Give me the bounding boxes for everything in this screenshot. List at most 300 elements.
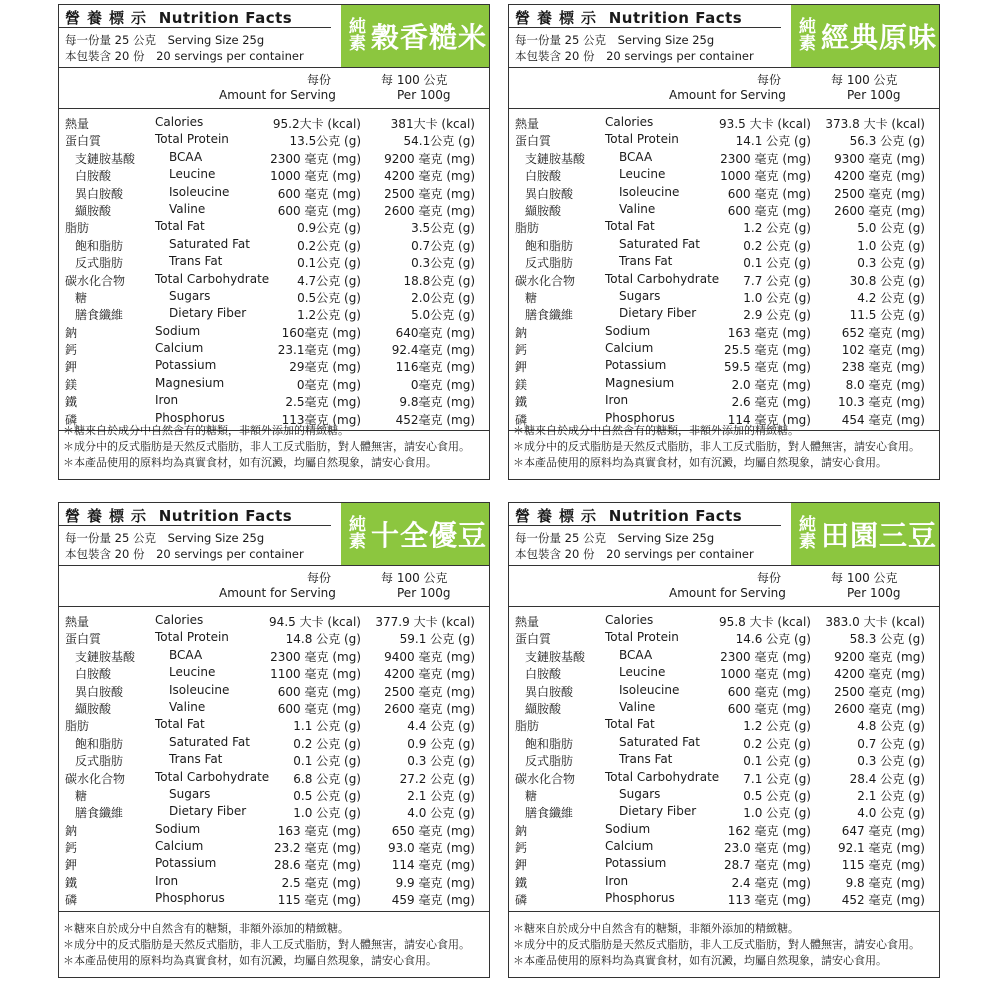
nutrition-panel-three-beans [508,502,940,978]
nutrient-row [509,289,939,306]
value-per-100g: 4200 毫克 (mg) [384,169,475,184]
nutrient-row [509,150,939,167]
nutrient-row [509,683,939,700]
nutrient-name-en: Calories [155,613,204,627]
serving-size-en: Serving Size 25g [167,33,265,47]
value-per-100g: 452 毫克 (mg) [841,893,925,908]
value-per-serving: 600 毫克 (mg) [277,701,361,716]
nutrient-name-en: Dietary Fiber [169,306,247,321]
value-per-100g: 373.8 大卡 (kcal) [825,117,925,131]
nutrient-row [59,787,489,804]
footnote: ＊糖來自於成分中自然含有的糖類，非額外添加的精緻糖。 [513,922,799,935]
nutrient-row [509,237,939,254]
value-per-100g: 2600 毫克 (mg) [384,701,475,716]
value-per-100g: 0毫克 (mg) [410,377,475,392]
value-per-serving: 25.5 毫克 (mg) [723,343,811,358]
value-per-serving: 600 毫克 (mg) [277,684,361,699]
panel-header [59,5,489,68]
per-100g-zh: 每 100 公克 [381,73,448,87]
value-per-serving: 2.9 公克 (g) [743,308,811,323]
value-per-serving: 0.5公克 (g) [297,290,361,305]
value-per-100g: 30.8 公克 (g) [849,273,925,288]
product-badge [341,5,489,67]
value-per-serving: 0.1 公克 (g) [743,256,811,271]
value-per-100g: 2.0公克 (g) [411,290,475,305]
title-zh: 營養標示 [515,9,604,27]
nutrient-name-zh: 磷 [65,893,78,908]
nutrient-name-zh: 白胺酸 [75,667,112,682]
nutrient-row [59,613,489,630]
nutrient-name-en: Sugars [619,786,661,801]
value-per-100g: 9200 毫克 (mg) [834,649,925,664]
nutrient-name-en: Total Carbohydrate [155,769,270,784]
nutrient-name-zh: 鈣 [515,841,528,856]
nutrient-row [59,683,489,700]
nutrient-name-en: Total Fat [605,219,655,234]
nutrient-row [509,324,939,341]
value-per-100g: 116毫克 (mg) [395,360,475,375]
value-per-100g: 2600 毫克 (mg) [834,203,925,218]
serving-size-zh: 每一份量 25 公克 [515,33,606,47]
value-per-serving: 1.2公克 (g) [297,308,361,323]
value-per-serving: 1000 毫克 (mg) [720,169,811,184]
footnote: ＊成分中的反式脂肪是天然反式脂肪，非人工反式脂肪，對人體無害，請安心食用。 [513,938,920,951]
value-per-serving: 163 毫克 (mg) [727,325,811,340]
nutrient-row [509,700,939,717]
nutrition-panel-brown-rice [58,4,490,480]
nutrient-name-en: Valine [169,699,206,714]
value-per-serving: 0.2 公克 (g) [743,238,811,253]
nutrient-name-zh: 蛋白質 [515,134,552,149]
nutrient-name-en: Isoleucine [169,184,230,199]
value-per-serving: 600 毫克 (mg) [727,186,811,201]
value-per-serving: 0.9公克 (g) [297,221,361,236]
footnote: ＊糖來自於成分中自然含有的糖類，非額外添加的精緻糖。 [513,424,799,437]
value-per-100g: 58.3 公克 (g) [849,632,925,647]
nutrient-name-en: Sodium [155,323,201,338]
title-en: Nutrition Facts [608,9,743,27]
value-per-serving: 29毫克 (mg) [289,360,361,375]
value-per-serving: 163 毫克 (mg) [277,823,361,838]
nutrient-name-zh: 脂肪 [515,221,540,236]
nutrient-name-en: Valine [169,201,206,216]
nutrient-rows [509,109,939,428]
nutrient-row [59,839,489,856]
nutrient-name-en: Valine [619,201,656,216]
nutrient-name-en: Phosphorus [605,891,675,906]
nutrient-row [59,752,489,769]
serving-size-zh: 每一份量 25 公克 [65,33,156,47]
nutrient-name-zh: 飽和脂肪 [525,736,574,751]
nutrient-row [59,132,489,149]
value-per-serving: 160毫克 (mg) [281,325,361,340]
value-per-serving: 600 毫克 (mg) [277,186,361,201]
value-per-100g: 381大卡 (kcal) [390,117,475,131]
nutrient-name-en: Valine [619,699,656,714]
serving-size-en: Serving Size 25g [617,33,715,47]
value-per-100g: 27.2 公克 (g) [399,771,475,786]
product-name: 十全優豆 [371,519,488,552]
value-per-100g: 4200 毫克 (mg) [834,169,925,184]
nutrient-name-zh: 支鏈胺基酸 [75,151,136,166]
nutrient-row [59,167,489,184]
nutrient-name-en: Iron [155,393,179,408]
nutrient-name-en: Sugars [619,288,661,303]
value-per-serving: 2.4 毫克 (mg) [731,875,811,890]
nutrient-name-en: Leucine [169,167,216,182]
value-per-100g: 383.0 大卡 (kcal) [825,615,925,629]
nutrient-name-en: Calcium [605,839,654,854]
nutrient-row [59,822,489,839]
serving-size [515,32,714,48]
footnote: ＊成分中的反式脂肪是天然反式脂肪，非人工反式脂肪，對人體無害，請安心食用。 [63,440,470,453]
value-per-serving: 23.1毫克 (mg) [277,343,361,358]
value-per-100g: 1.0 公克 (g) [857,238,925,253]
nutrient-name-zh: 纈胺酸 [75,203,112,218]
value-per-serving: 114 毫克 (mg) [727,412,811,427]
value-per-100g: 92.1 毫克 (mg) [837,841,925,856]
value-per-100g: 93.0 毫克 (mg) [387,841,475,856]
nutrient-name-zh: 膳食纖維 [525,806,574,821]
nutrient-row [509,115,939,132]
nutrient-name-zh: 碳水化合物 [515,771,576,786]
pure-vegan-label: 純素 [349,17,366,54]
nutrient-name-en: Sodium [605,821,651,836]
value-per-100g: 4.8 公克 (g) [857,719,925,734]
nutrient-name-zh: 鉀 [515,360,528,375]
per-100g-en: Per 100g [397,88,451,102]
nutrient-name-zh: 蛋白質 [65,632,102,647]
servings-en: 20 servings per container [156,547,304,561]
divider [59,27,331,28]
value-per-100g: 2500 毫克 (mg) [834,684,925,699]
product-badge [791,503,939,565]
value-per-serving: 2.0 毫克 (mg) [731,377,811,392]
nutrient-name-zh: 支鏈胺基酸 [75,649,136,664]
value-per-100g: 114 毫克 (mg) [391,858,475,873]
nutrient-row [509,613,939,630]
nutrient-name-en: Isoleucine [169,682,230,697]
value-per-100g: 2600 毫克 (mg) [384,203,475,218]
nutrient-row [509,358,939,375]
nutrient-row [59,341,489,358]
nutrient-row [509,254,939,271]
product-name: 穀香糙米 [371,21,488,54]
nutrient-rows [59,607,489,909]
value-per-serving: 1.0 公克 (g) [293,806,361,821]
value-per-100g: 2.1 公克 (g) [857,788,925,803]
value-per-serving: 2300 毫克 (mg) [720,649,811,664]
value-per-100g: 0.3公克 (g) [411,256,475,271]
nutrient-row [59,306,489,323]
nutrient-row [59,219,489,236]
per-serving-zh: 每份 [757,73,782,87]
value-per-100g: 18.8公克 (g) [403,273,475,288]
nutrient-name-en: BCAA [169,149,203,164]
nutrient-name-en: Total Fat [155,219,205,234]
nutrient-name-zh: 糖 [525,788,538,803]
nutrient-name-zh: 鐵 [515,395,528,410]
nutrient-name-zh: 異白胺酸 [75,186,124,201]
footnote: ＊本產品使用的原料均為真實食材，如有沉澱，均屬自然現象，請安心食用。 [63,954,437,967]
footnote: ＊本產品使用的原料均為真實食材，如有沉澱，均屬自然現象，請安心食用。 [513,456,887,469]
value-per-serving: 1.2 公克 (g) [743,719,811,734]
nutrient-name-en: Sodium [605,323,651,338]
value-per-100g: 0.9 公克 (g) [407,736,475,751]
nutrient-name-en: BCAA [169,647,203,662]
nutrient-name-zh: 反式脂肪 [75,754,124,769]
nutrient-rows [59,109,489,428]
value-per-serving: 6.8 公克 (g) [293,771,361,786]
value-per-serving: 14.8 公克 (g) [285,632,361,647]
pure-vegan-label: 純素 [349,515,366,552]
value-per-serving: 2.5 毫克 (mg) [281,875,361,890]
nutrient-name-en: Isoleucine [619,184,680,199]
per-serving-en: Amount for Serving [669,586,786,600]
nutrient-name-zh: 碳水化合物 [65,273,126,288]
value-per-100g: 4.0 公克 (g) [407,806,475,821]
value-per-100g: 4200 毫克 (mg) [834,667,925,682]
nutrient-name-zh: 反式脂肪 [525,754,574,769]
value-per-100g: 59.1 公克 (g) [399,632,475,647]
nutrient-name-en: Total Protein [605,630,679,645]
nutrient-name-en: Magnesium [605,375,675,390]
nutrient-row [59,185,489,202]
nutrient-row [509,804,939,821]
per-100g-zh: 每 100 公克 [381,571,448,585]
value-per-serving: 28.7 毫克 (mg) [723,858,811,873]
nutrient-name-zh: 鈉 [515,325,528,340]
nutrient-name-en: Trans Fat [619,752,673,767]
value-per-100g: 4.2 公克 (g) [857,290,925,305]
per-100g-en: Per 100g [847,88,901,102]
value-per-100g: 2600 毫克 (mg) [834,701,925,716]
nutrient-row [59,202,489,219]
value-per-serving: 28.6 毫克 (mg) [273,858,361,873]
value-per-serving: 2300 毫克 (mg) [720,151,811,166]
nutrient-row [59,648,489,665]
value-per-serving: 162 毫克 (mg) [727,823,811,838]
nutrient-row [59,237,489,254]
nutrient-name-zh: 磷 [65,412,78,427]
nutrient-name-zh: 鈉 [65,325,78,340]
value-per-serving: 13.5公克 (g) [289,134,361,149]
serving-size [515,530,714,546]
value-per-100g: 0.3 公克 (g) [857,256,925,271]
nutrient-name-en: Potassium [605,358,667,373]
nutrient-name-zh: 纈胺酸 [525,701,562,716]
value-per-serving: 23.2 毫克 (mg) [273,841,361,856]
footnotes [63,423,488,471]
servings-zh: 本包裝含 20 份 [65,547,145,561]
nutrient-name-zh: 脂肪 [65,221,90,236]
nutrient-name-en: Saturated Fat [619,734,700,749]
serving-size [65,32,264,48]
nutrient-name-zh: 飽和脂肪 [75,238,124,253]
value-per-serving: 95.8 大卡 (kcal) [719,615,811,629]
per-100g-zh: 每 100 公克 [831,73,898,87]
nutrient-row [509,185,939,202]
nutrient-name-en: Total Fat [155,717,205,732]
value-per-serving: 0.1 公克 (g) [293,754,361,769]
nutrient-name-zh: 磷 [515,893,528,908]
serving-size-en: Serving Size 25g [617,531,715,545]
servings-zh: 本包裝含 20 份 [515,49,595,63]
value-per-100g: 54.1公克 (g) [403,134,475,149]
nutrient-name-zh: 反式脂肪 [75,256,124,271]
nutrient-name-zh: 鎂 [515,377,528,392]
divider [59,911,489,912]
nutrient-name-zh: 鈣 [65,841,78,856]
per-serving-en: Amount for Serving [669,88,786,102]
nutrient-row [509,376,939,393]
value-per-serving: 2.5毫克 (mg) [285,395,361,410]
value-per-100g: 647 毫克 (mg) [841,823,925,838]
nutrient-name-en: Potassium [155,358,217,373]
nutrient-row [59,393,489,410]
title-zh: 營養標示 [65,507,154,525]
nutrient-name-en: Trans Fat [169,254,223,269]
value-per-100g: 0.3 公克 (g) [857,754,925,769]
nutrient-row [59,324,489,341]
servings-zh: 本包裝含 20 份 [515,547,595,561]
per-100g-en: Per 100g [847,586,901,600]
nutrient-name-zh: 糖 [75,788,88,803]
per-serving-en: Amount for Serving [219,586,336,600]
nutrient-name-zh: 異白胺酸 [525,684,574,699]
value-per-100g: 9.8 毫克 (mg) [845,875,925,890]
value-per-serving: 23.0 毫克 (mg) [723,841,811,856]
nutrient-name-en: Iron [605,873,629,888]
value-per-serving: 93.5 大卡 (kcal) [719,117,811,131]
nutrient-name-en: Phosphorus [155,410,225,425]
value-per-serving: 94.5 大卡 (kcal) [269,615,361,629]
nutrient-row [509,341,939,358]
value-per-100g: 10.3 毫克 (mg) [837,395,925,410]
footnotes [513,921,938,969]
nutrient-name-zh: 碳水化合物 [515,273,576,288]
nutrient-name-en: Total Carbohydrate [605,769,720,784]
servings-per-container [65,48,304,64]
value-per-serving: 600 毫克 (mg) [727,701,811,716]
value-per-100g: 2500 毫克 (mg) [384,186,475,201]
value-per-100g: 2500 毫克 (mg) [384,684,475,699]
servings-en: 20 servings per container [606,547,754,561]
value-per-serving: 2300 毫克 (mg) [270,151,361,166]
pure-vegan-label: 純素 [799,515,816,552]
nutrient-row [509,167,939,184]
value-per-serving: 7.7 公克 (g) [743,273,811,288]
nutrient-name-en: Isoleucine [619,682,680,697]
nutrient-name-zh: 糖 [525,290,538,305]
nutrient-name-zh: 鈉 [65,823,78,838]
value-per-100g: 650 毫克 (mg) [391,823,475,838]
nutrient-name-en: Calcium [155,839,204,854]
value-per-serving: 600 毫克 (mg) [277,203,361,218]
nutrient-name-en: Potassium [605,856,667,871]
nutrient-name-en: Total Protein [155,630,229,645]
nutrient-name-zh: 鎂 [65,377,78,392]
value-per-100g: 5.0 公克 (g) [857,221,925,236]
nutrient-name-en: Calories [605,115,654,129]
nutrient-name-en: Trans Fat [619,254,673,269]
value-per-serving: 113毫克 (mg) [281,412,361,427]
nutrient-name-zh: 鐵 [515,875,528,890]
product-name: 經典原味 [821,21,938,54]
nutrient-row [509,839,939,856]
nutrient-row [59,376,489,393]
value-per-serving: 59.5 毫克 (mg) [723,360,811,375]
nutrient-row [509,735,939,752]
serving-size [65,530,264,546]
nutrient-name-en: BCAA [619,149,653,164]
nutrient-name-en: Total Carbohydrate [605,271,720,286]
nutrient-name-zh: 纈胺酸 [525,203,562,218]
panel-header [509,503,939,566]
nutrient-name-en: Calcium [605,341,654,356]
product-badge [341,503,489,565]
nutrient-row [59,254,489,271]
value-per-serving: 95.2大卡 (kcal) [272,117,361,131]
value-per-100g: 9.8毫克 (mg) [399,395,475,410]
nutrient-name-zh: 蛋白質 [515,632,552,647]
value-per-serving: 115 毫克 (mg) [277,893,361,908]
value-per-serving: 0.1公克 (g) [297,256,361,271]
nutrient-name-en: BCAA [619,647,653,662]
value-per-serving: 14.1 公克 (g) [735,134,811,149]
value-per-serving: 0.2公克 (g) [297,238,361,253]
nutrient-name-zh: 膳食纖維 [525,308,574,323]
nutrition-panel-ten-beans [58,502,490,978]
nutrient-rows [509,607,939,909]
value-per-serving: 1000 毫克 (mg) [270,169,361,184]
panel-header [509,5,939,68]
nutrient-row [509,648,939,665]
value-per-100g: 652 毫克 (mg) [841,325,925,340]
value-per-serving: 1.1 公克 (g) [293,719,361,734]
nutrient-name-zh: 糖 [75,290,88,305]
panel-title [515,7,742,28]
value-per-100g: 2500 毫克 (mg) [834,186,925,201]
value-per-100g: 238 毫克 (mg) [841,360,925,375]
servings-per-container [515,48,754,64]
value-per-100g: 8.0 毫克 (mg) [845,377,925,392]
nutrient-name-zh: 異白胺酸 [75,684,124,699]
nutrient-row [59,630,489,647]
per-serving-en: Amount for Serving [219,88,336,102]
nutrient-name-en: Potassium [155,856,217,871]
value-per-serving: 1.0 公克 (g) [743,290,811,305]
divider [59,525,331,526]
nutrient-name-en: Calories [155,115,204,129]
value-per-serving: 0.2 公克 (g) [743,736,811,751]
nutrient-row [509,630,939,647]
nutrient-name-zh: 磷 [515,412,528,427]
nutrient-name-zh: 脂肪 [65,719,90,734]
nutrient-row [59,856,489,873]
servings-zh: 本包裝含 20 份 [65,49,145,63]
value-per-100g: 5.0公克 (g) [411,308,475,323]
footnote: ＊本產品使用的原料均為真實食材，如有沉澱，均屬自然現象，請安心食用。 [63,456,437,469]
nutrient-name-zh: 鉀 [515,858,528,873]
nutrient-name-zh: 纈胺酸 [75,701,112,716]
product-badge [791,5,939,67]
nutrient-name-en: Leucine [619,167,666,182]
value-per-serving: 0.5 公克 (g) [743,788,811,803]
nutrient-name-en: Magnesium [155,375,225,390]
nutrient-name-zh: 熱量 [65,117,90,131]
value-per-100g: 459 毫克 (mg) [391,893,475,908]
